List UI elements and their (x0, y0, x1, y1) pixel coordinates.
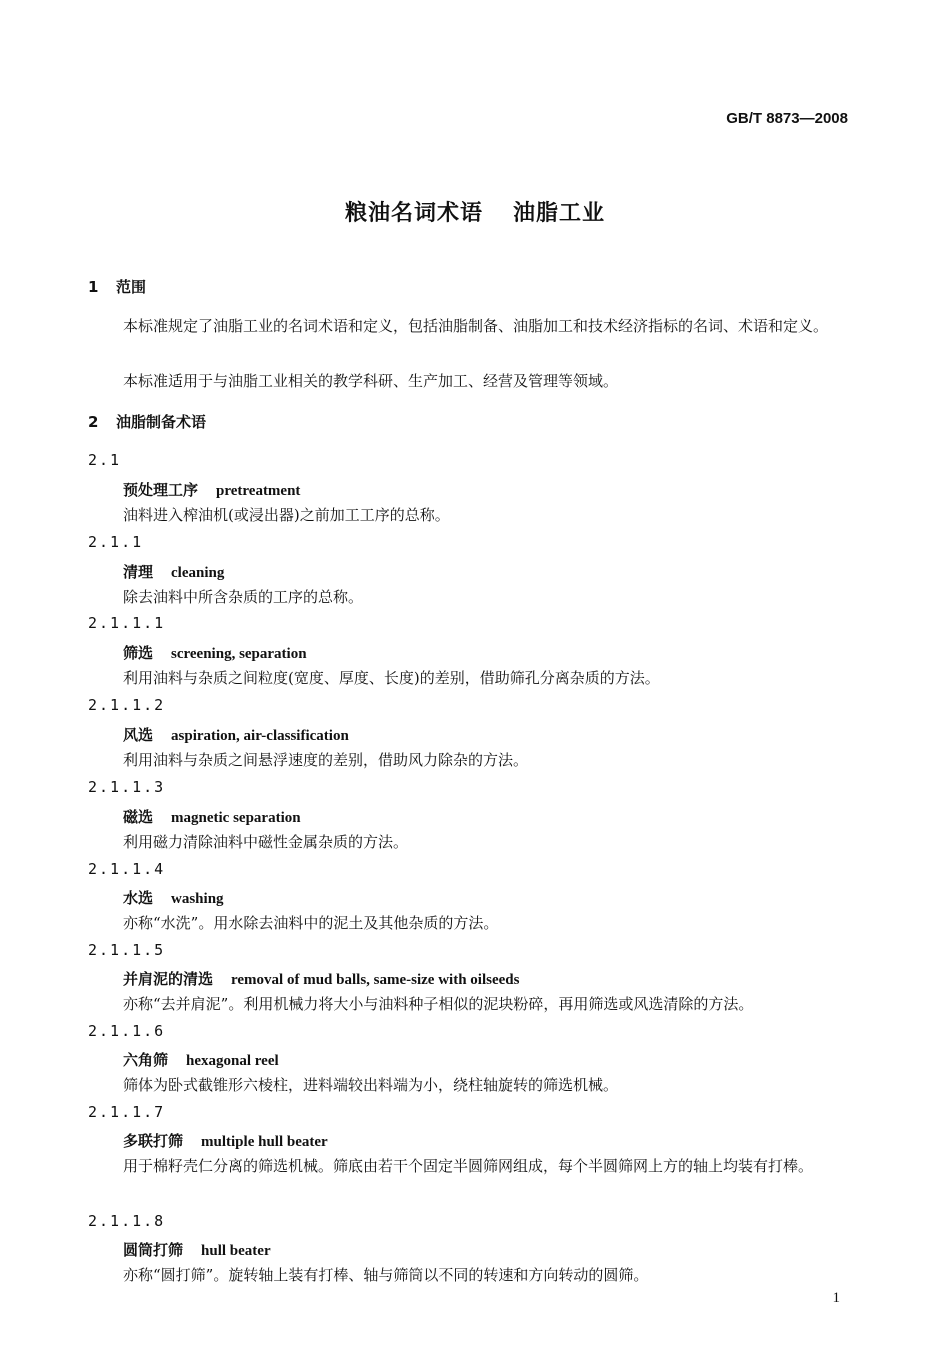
section-title: 范围 (116, 278, 147, 296)
term-en: washing (171, 891, 224, 907)
term-line (123, 968, 519, 989)
term-definition: 除去油料中所含杂质的工序的总称。 (123, 588, 364, 606)
term-definition: 油料进入榨油机(或浸出器)之前加工工序的总称。 (123, 506, 450, 524)
document-title (0, 196, 950, 227)
section-1-heading (88, 276, 146, 297)
term-line (123, 479, 300, 500)
term-line (123, 724, 349, 745)
entry-number: 2.1.1.8 (88, 1212, 166, 1230)
term-definition: 亦称“圆打筛”。旋转轴上装有打棒、轴与筛筒以不同的转速和方向转动的圆筛。 (123, 1266, 649, 1284)
term-definition: 亦称“水洗”。用水除去油料中的泥土及其他杂质的方法。 (123, 914, 499, 932)
entry-number: 2.1.1.3 (88, 778, 166, 796)
term-definition: 利用油料与杂质之间粒度(宽度、厚度、长度)的差别，借助筛孔分离杂质的方法。 (123, 669, 660, 687)
entry-number: 2.1.1.1 (88, 614, 166, 632)
title-part-2: 油脂工业 (513, 201, 606, 226)
term-definition: 亦称“去并肩泥”。利用机械力将大小与油料种子相似的泥块粉碎，再用筛选或风选清除的方法。 (123, 995, 754, 1013)
title-part-1: 粮油名词术语 (344, 201, 483, 226)
term-zh: 磁选 (123, 808, 154, 826)
term-zh: 圆筒打筛 (123, 1241, 184, 1259)
term-zh: 多联打筛 (123, 1132, 184, 1150)
term-zh: 预处理工序 (123, 481, 199, 499)
entry-number: 2.1.1.6 (88, 1022, 166, 1040)
entry-number: 2.1.1 (88, 533, 144, 551)
entry-number: 2.1.1.5 (88, 941, 166, 959)
term-definition: 筛体为卧式截锥形六棱柱，进料端较出料端为小，绕柱轴旋转的筛选机械。 (123, 1076, 619, 1094)
term-zh: 六角筛 (123, 1051, 169, 1069)
term-definition: 利用油料与杂质之间悬浮速度的差别，借助风力除杂的方法。 (123, 751, 529, 769)
page-number: 1 (832, 1290, 840, 1306)
term-definition: 用于棉籽壳仁分离的筛选机械。筛底由若干个固定半圆筛网组成，每个半圆筛网上方的轴上均装有打棒。 (123, 1157, 814, 1175)
term-en: aspiration, air-classification (171, 728, 349, 744)
standard-code: GB/T 8873—2008 (726, 110, 848, 127)
term-zh: 并肩泥的清选 (123, 970, 214, 988)
section-2-heading (88, 411, 206, 432)
term-line (123, 1239, 271, 1260)
term-zh: 清理 (123, 563, 154, 581)
section-title: 油脂制备术语 (116, 413, 207, 431)
term-en: pretreatment (216, 483, 301, 499)
term-en: magnetic separation (171, 810, 301, 826)
section-number: 2 (88, 413, 99, 431)
term-zh: 筛选 (123, 644, 154, 662)
term-en: removal of mud balls, same-size with oilseeds (231, 972, 520, 988)
term-line (123, 1130, 328, 1151)
entry-number: 2.1.1.7 (88, 1103, 166, 1121)
scope-paragraph-2: 本标准适用于与油脂工业相关的教学科研、生产加工、经营及管理等领域。 (123, 372, 619, 390)
entry-number: 2.1 (88, 451, 122, 469)
term-en: multiple hull beater (201, 1134, 328, 1150)
term-line (123, 561, 224, 582)
term-line (123, 1049, 279, 1070)
entry-number: 2.1.1.2 (88, 696, 166, 714)
term-line (123, 806, 301, 827)
term-en: screening, separation (171, 646, 307, 662)
term-line (123, 887, 224, 908)
section-number: 1 (88, 278, 99, 296)
term-zh: 风选 (123, 726, 154, 744)
term-line (123, 642, 307, 663)
entry-number: 2.1.1.4 (88, 860, 166, 878)
term-en: hull beater (201, 1243, 271, 1259)
term-definition: 利用磁力清除油料中磁性金属杂质的方法。 (123, 833, 409, 851)
scope-paragraph-1: 本标准规定了油脂工业的名词术语和定义，包括油脂制备、油脂加工和技术经济指标的名词、术语和定义。 (123, 317, 829, 335)
term-en: hexagonal reel (186, 1053, 279, 1069)
term-zh: 水选 (123, 889, 154, 907)
term-en: cleaning (171, 565, 225, 581)
